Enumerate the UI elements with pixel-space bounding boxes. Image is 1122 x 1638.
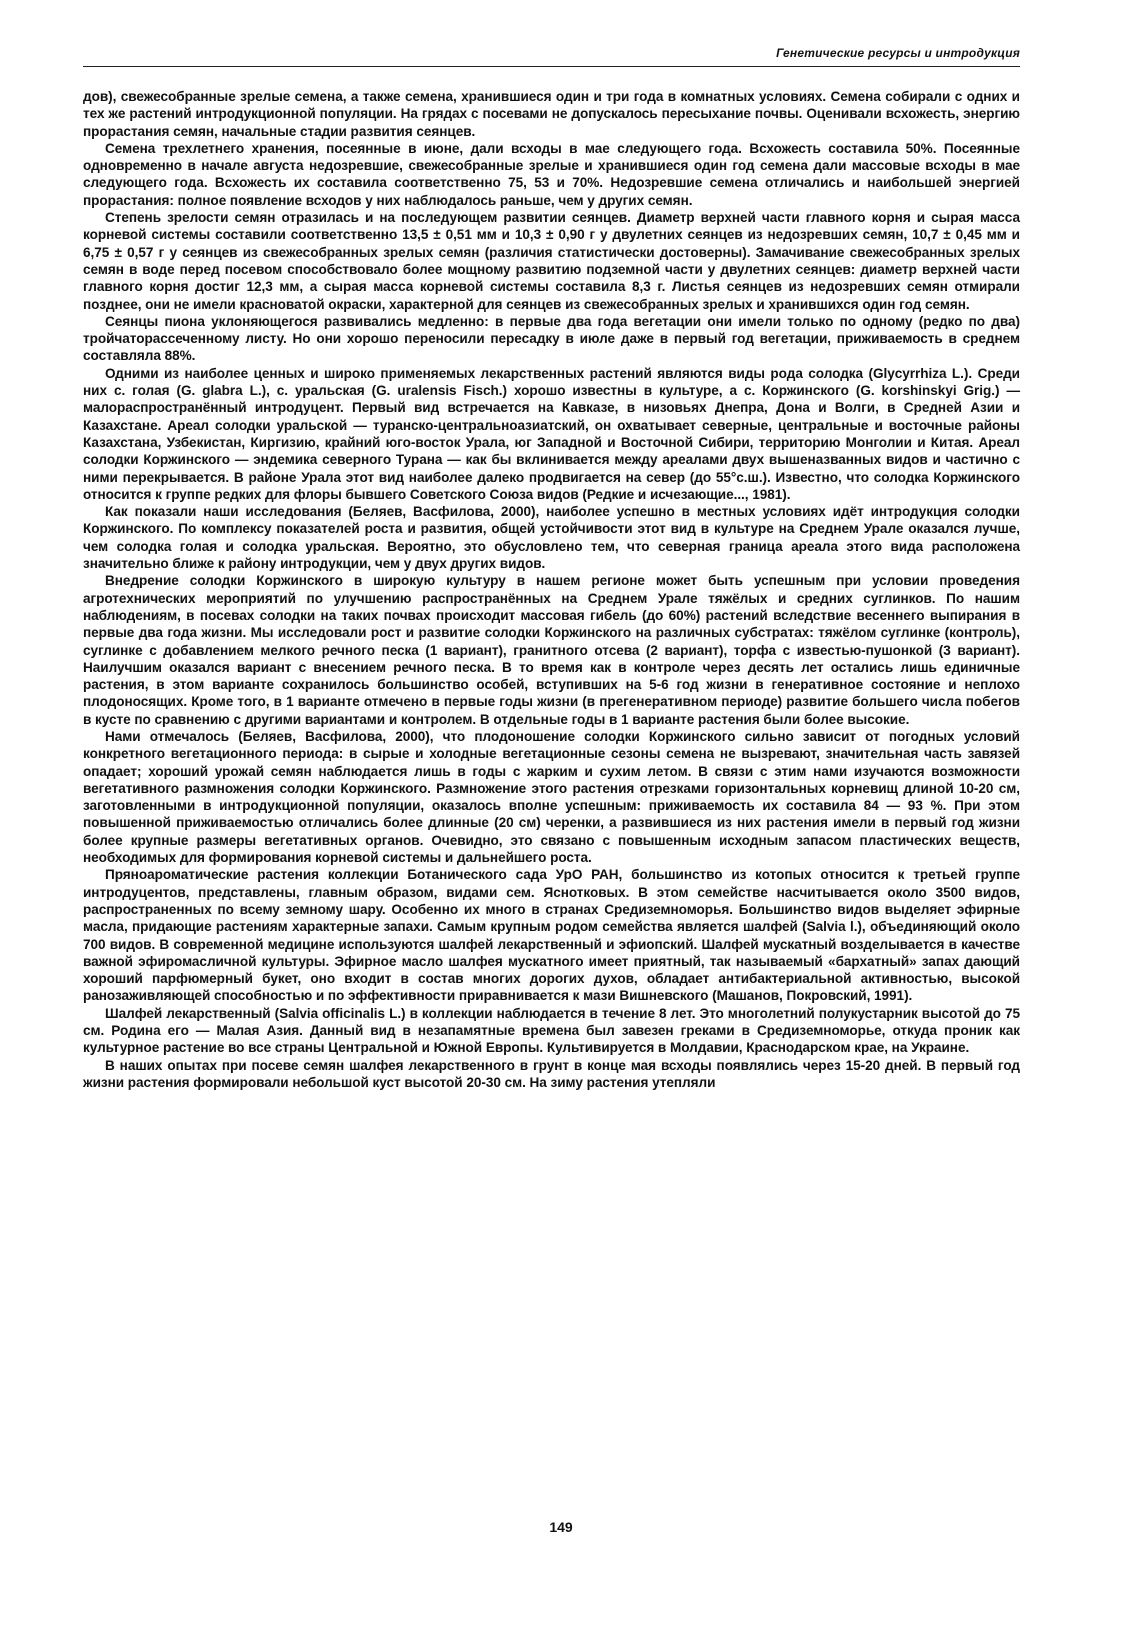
paragraph: В наших опытах при посеве семян шалфея лекарственного в грунт в конце мая всходы появлялись через 15-20 дней. В первый год жизни растения формировали небольшой куст высотой 20-30 см. На зиму растения утепляли [83,1057,1020,1090]
paragraph: Внедрение солодки Коржинского в широкую культуру в нашем регионе может быть успешным при условии проведения агротехнических мероприятий по улучшению распространённых на Среднем Урале тяжёлых и средних суглинков. По нашим наблюдениям, в посевах солодки на таких почвах происходит массовая гибель (до 60%) растений вследствие весеннего выпирания в первые два года жизни. Мы исследовали рост и развитие солодки Коржинского на различных субстратах: тяжёлом суглинке (контроль), суглинке с добавлением мелкого речного песка (1 вариант), гранитного отсева (2 вариант), торфа с известью-пушонкой (3 вариант). Наилучшим оказался вариант с внесением речного песка. В то время как в контроле через десять лет остались лишь единичные растения, в этом варианте сохранилось большинство особей, вступивших на 5-6 год жизни в генеративное состояние и неплохо плодоносящих. Кроме того, в 1 варианте отмечено в первые годы жизни (в прегенеративном периоде) развитие большего числа побегов в кусте по сравнению с другими вариантами и контролем. В отдельные годы в 1 варианте растения были более высокие. [83,573,1020,727]
paragraph-continuation: дов), свежесобранные зрелые семена, а также семена, хранившиеся один и три года в комнатных условиях. Семена собирали с одних и тех же растений интродукционной популяции. На грядах с посевами не допускалось пересыхание почвы. Оценивали всхожесть, энергию прорастания семян, начальные стадии развития сеянцев. [83,89,1020,139]
paragraph: Степень зрелости семян отразилась и на последующем развитии сеянцев. Диаметр верхней части главного корня и сырая масса корневой системы составили соответственно 13,5 ± 0,51 мм и 10,3 ± 0,90 г у двулетних сеянцев из недозревших семян, 10,7 ± 0,45 мм и 6,75 ± 0,57 г у сеянцев из свежесобранных зрелых семян (различия статистически достоверны). Замачивание свежесобранных зрелых семян в воде перед посевом способствовало более мощному развитию подземной части у двулетних сеянцев: диаметр верхней части главного корня достиг 12,3 мм, а сырая масса корневой системы составила 8,3 г. Листья сеянцев из недозревших семян отмирали позднее, они не имели красноватой окраски, характерной для сеянцев из свежесобранных зрелых и хранившихся один год семян. [83,210,1020,312]
page-number: 149 [549,1519,573,1535]
paragraph: Нами отмечалось (Беляев, Васфилова, 2000), что плодоношение солодки Коржинского сильно зависит от погодных условий конкретного вегетационного периода: в сырые и холодные вегетационные сезоны семена не вызревают, значительная часть завязей опадает; хороший урожай семян наблюдается лишь в годы с жарким и сухим летом. В связи с этим нами изучаются возможности вегетативного размножения солодки Коржинского. Размножение этого растения отрезками горизонтальных корневищ длиной 10-20 см, заготовленными в интродукционной популяции, оказалось вполне успешным: приживаемость их составила 84 — 93 %. При этом повышенной приживаемостью отличались более длинные (20 см) черенки, а развившиеся из них растения имели в первый год жизни более крупные размеры вегетативных органов. Очевидно, это связано с повышенным исходным запасом пластических веществ, необходимых для формирования корневой системы и дальнейшего роста. [83,728,1020,866]
paragraph: Шалфей лекарственный (Salvia officinalis L.) в коллекции наблюдается в течение 8 лет. Это многолетний полукустарник высотой до 75 см. Родина его — Малая Азия. Данный вид в незапамятные времена был завезен греками в Средиземноморье, откуда проник как культурное растение во все страны Центральной и Южной Европы. Культивируется в Молдавии, Краснодарском крае, на Украине. [83,1005,1020,1056]
article-body [83,88,1020,1091]
paragraph: Семена трехлетнего хранения, посеянные в июне, дали всходы в мае следующего года. Всхожесть составила 50%. Посеянные одновременно в начале августа недозревшие, свежесобранные зрелые и хранившиеся один год семена дали массовые всходы в мае следующего года. Всхожесть их составила соответственно 75, 53 и 70%. Недозревшие семена отличались и наибольшей энергией прорастания: полное появление всходов у них наблюдалось раньше, чем у других семян. [83,140,1020,208]
running-title: Генетические ресурсы и интродукция [776,46,1020,60]
paragraph: Сеянцы пиона уклоняющегося развивались медленно: в первые два года вегетации они имели только по одному (редко по два) тройчаторассеченному листу. Но они хорошо переносили пересадку в июле даже в первый год вегетации, приживаемость в среднем составляла 88%. [83,313,1020,364]
paragraph: Одними из наиболее ценных и широко применяемых лекарственных растений являются виды рода солодка (Glycyrrhiza L.). Среди них с. голая (G. glabra L.), с. уральская (G. uralensis Fisch.) хорошо известны в культуре, а с. Коржинского (G. korshinskyi Grig.) — малораспространённый интродуцент. Первый вид встречается на Кавказе, в низовьях Днепра, Дона и Волги, в Средней Азии и Казахстане. Ареал солодки уральской — туранско-центральноазиатский, он охватывает северные, центральные и восточные районы Казахстана, Узбекистан, Киргизию, крайний юго-восток Урала, юг Западной и Восточной Сибири, территорию Монголии и Китая. Ареал солодки Коржинского — эндемика северного Турана — как бы вклинивается между ареалами двух вышеназванных видов и частично с ними перекрывается. В районе Урала этот вид наиболее далеко продвигается на север (до 55°с.ш.). Известно, что солодка Коржинского относится к группе редких для флоры бывшего Советского Союза видов (Редкие и исчезающие..., 1981). [83,365,1020,502]
paragraph: Как показали наши исследования (Беляев, Васфилова, 2000), наиболее успешно в местных условиях идёт интродукция солодки Коржинского. По комплексу показателей роста и развития, общей устойчивости этот вид в культуре на Среднем Урале оказался лучше, чем солодка голая и солодка уральская. Вероятно, это обусловлено тем, что северная граница ареала этого вида расположена значительно ближе к району интродукции, чем у двух других видов. [83,504,1020,572]
running-header [83,44,1020,67]
paragraph: Пряноароматические растения коллекции Ботанического сада УрО РАН, большинство из котопых относится к третьей группе интродуцентов, представлены, главным образом, видами сем. Яснотковых. В этом семействе насчитывается около 3500 видов, распространенных по всему земному шару. Особенно их много в странах Средиземноморья. Большинство видов выделяет эфирные масла, придающие растениям характерные запахи. Самым крупным родом семейства является шалфей (Salvia l.), объединяющий около 700 видов. В современной медицине используются шалфей лекарственный и эфиопский. Шалфей мускатный возделывается в качестве важной эфиромасличной культуры. Эфирное масло шалфея мускатного имеет приятный, так называемый «бархатный» запах дающий хороший парфюмерный букет, оно входит в состав многих дорогих духов, обладает антибактериальной активностью, высокой ранозаживляющей способностью и по эффективности приравнивается к мази Вишневского (Машанов, Покровский, 1991). [83,867,1020,1004]
